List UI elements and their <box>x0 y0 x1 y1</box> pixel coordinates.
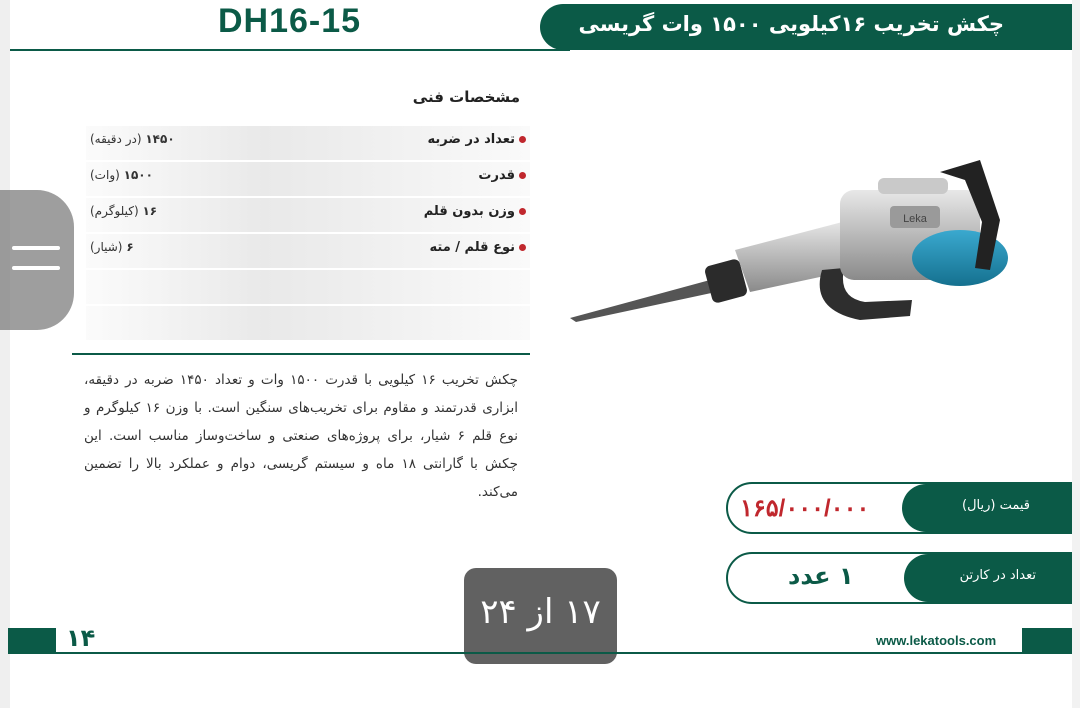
product-description: چکش تخریب ۱۶ کیلویی با قدرت ۱۵۰۰ وات و تعداد ۱۴۵۰ ضربه در دقیقه، ابزاری قدرتمند و مقاوم برای تخریب‌های سنگین است. با وزن ۱۶ کیلوگرم و نوع قلم ۶ شیار، برای پروژه‌های صنعتی و ساخت‌وساز مناسب است. این چکش با گارانتی ۱۸ ماه و سیستم گریسی، دوام و عملکرد بالا را تضمین می‌کند. <box>84 372 519 500</box>
carton-tab <box>904 554 1070 602</box>
spec-row <box>86 234 530 268</box>
price-tab <box>902 484 1070 532</box>
page-right-edge <box>1072 0 1080 708</box>
title-banner <box>540 4 1072 50</box>
price-label: قیمت (ریال) <box>962 498 1030 513</box>
carton-value: ۱ عدد <box>788 562 854 590</box>
spec-value: ۱۶ (کیلوگرم) <box>90 204 158 218</box>
red-dot-icon <box>519 244 526 251</box>
carton-label: تعداد در کارتن <box>959 568 1036 583</box>
spec-value: ۱۴۵۰ (در دقیقه) <box>90 132 175 146</box>
spec-value: ۶ (شیار) <box>90 240 134 254</box>
spec-label: وزن بدون قلم <box>424 204 526 219</box>
page-left-edge <box>0 0 10 708</box>
menu-handle-icon <box>12 266 60 270</box>
footer-right-bar <box>1022 628 1072 654</box>
page-indicator <box>464 568 617 664</box>
footer-left-bar <box>8 628 56 654</box>
spec-table <box>86 126 530 342</box>
description-divider <box>72 353 530 355</box>
website-link[interactable]: www.lekatools.com <box>876 633 997 648</box>
spec-row <box>86 198 530 232</box>
spec-heading: مشخصات فنی <box>412 88 520 106</box>
brand-mark: Leka <box>903 213 927 225</box>
price-box <box>726 482 1072 534</box>
price-value: ۱۶۵/۰۰۰/۰۰۰ <box>740 495 870 522</box>
header-divider <box>10 49 570 51</box>
menu-handle-icon <box>12 246 60 250</box>
spec-label: نوع قلم / مته <box>430 240 527 255</box>
model-code: DH16-15 <box>218 2 362 40</box>
footer-divider <box>8 652 1072 654</box>
page-indicator-text: ۱۷ از ۲۴ <box>480 592 601 632</box>
product-title: چکش تخریب ۱۶کیلویی ۱۵۰۰ وات گریسی <box>578 12 1004 36</box>
spec-row <box>86 126 530 160</box>
spec-label: قدرت <box>478 168 526 183</box>
red-dot-icon <box>519 136 526 143</box>
spec-value: ۱۵۰۰ (وات) <box>90 168 153 182</box>
page-number: ۱۴ <box>66 624 96 652</box>
demolition-hammer-image <box>560 150 1010 330</box>
red-dot-icon <box>519 172 526 179</box>
spec-row <box>86 162 530 196</box>
spec-row-empty <box>86 306 530 340</box>
carton-box <box>726 552 1072 604</box>
side-menu-handle[interactable] <box>0 190 74 330</box>
red-dot-icon <box>519 208 526 215</box>
spec-row-empty <box>86 270 530 304</box>
spec-label: تعداد در ضربه <box>428 132 526 147</box>
